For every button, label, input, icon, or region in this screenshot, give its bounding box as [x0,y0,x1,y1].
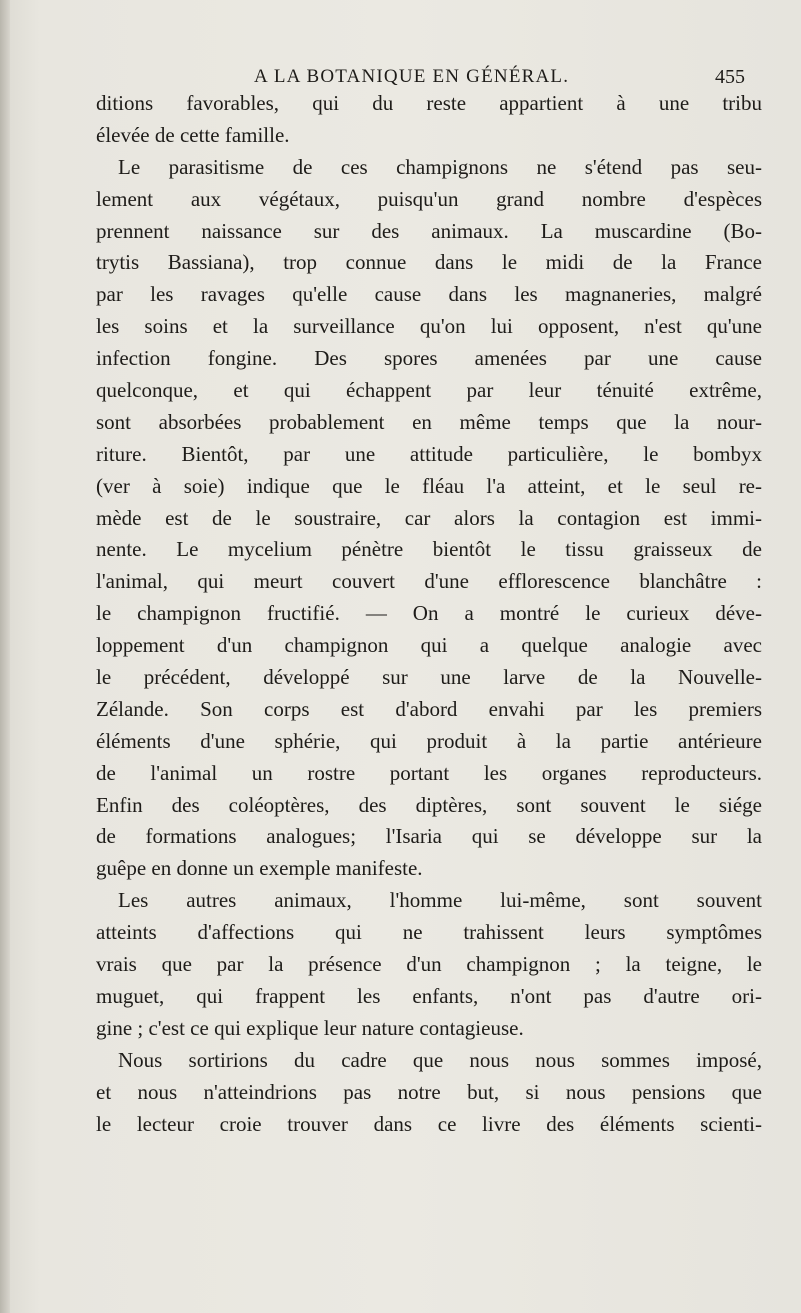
text-line: l'animal, qui meurt couvert d'une efflorescence blanchâtre : [96,569,762,594]
text-line: par les ravages qu'elle cause dans les magnaneries, malgré [96,282,762,307]
running-title: A LA BOTANIQUE EN GÉNÉRAL. [254,66,570,87]
text-line: riture. Bientôt, par une attitude particulière, le bombyx [96,441,762,466]
page-number: 455 [715,66,745,88]
text-line: mède est de le soustraire, car alors la contagion est immi- [96,505,762,530]
text-line: muguet, qui frappent les enfants, n'ont pas d'autre ori- [96,983,762,1008]
text-line: le précédent, développé sur une larve de la Nouvelle- [96,665,762,690]
text-line: Enfin des coléoptères, des diptères, sont souvent le siége [96,792,762,817]
page-binding-edge [0,0,10,1313]
text-line: sont absorbées probablement en même temps que la nour- [96,409,762,434]
text-line: ditions favorables, qui du reste appartient à une tribu [96,91,762,115]
text-line: de formations analogues; l'Isaria qui se développe sur la [96,824,762,849]
text-line: infection fongine. Des spores amenées par une cause [96,346,762,371]
text-line: le champignon fructifié. — On a montré le curieux déve- [96,601,762,626]
text-line: lement aux végétaux, puisqu'un grand nombre d'espèces [96,186,762,211]
text-line: gine ; c'est ce qui explique leur nature contagieuse. [96,1015,524,1040]
text-line: vrais que par la présence d'un champignon ; la teigne, le [96,952,762,977]
text-line: quelconque, et qui échappent par leur ténuité extrême, [96,378,762,403]
text-line: Nous sortirions du cadre que nous nous sommes imposé, [118,1047,762,1072]
text-line: élevée de cette famille. [96,122,290,147]
text-line: (ver à soie) indique que le fléau l'a atteint, et le seul re- [96,473,762,498]
text-line: Les autres animaux, l'homme lui-même, sont souvent [118,888,762,913]
text-line: de l'animal un rostre portant les organes reproducteurs. [96,760,762,785]
text-line: Zélande. Son corps est d'abord envahi par les premiers [96,696,762,721]
text-line: les soins et la surveillance qu'on lui opposent, n'est qu'une [96,314,762,339]
text-line: éléments d'une sphérie, qui produit à la partie antérieure [96,728,762,753]
text-line: Le parasitisme de ces champignons ne s'étend pas seu- [118,154,762,179]
text-line: prennent naissance sur des animaux. La muscardine (Bo- [96,218,762,243]
body-text [96,88,762,1140]
text-line: loppement d'un champignon qui a quelque analogie avec [96,633,762,658]
text-line: atteints d'affections qui ne trahissent leurs symptômes [96,920,762,945]
text-line: le lecteur croie trouver dans ce livre des éléments scienti- [96,1111,762,1136]
text-line: et nous n'atteindrions pas notre but, si nous pensions que [96,1079,762,1104]
text-line: guêpe en donne un exemple manifeste. [96,856,423,881]
text-line: trytis Bassiana), trop connue dans le midi de la France [96,250,762,275]
text-line: nente. Le mycelium pénètre bientôt le tissu graisseux de [96,537,762,562]
